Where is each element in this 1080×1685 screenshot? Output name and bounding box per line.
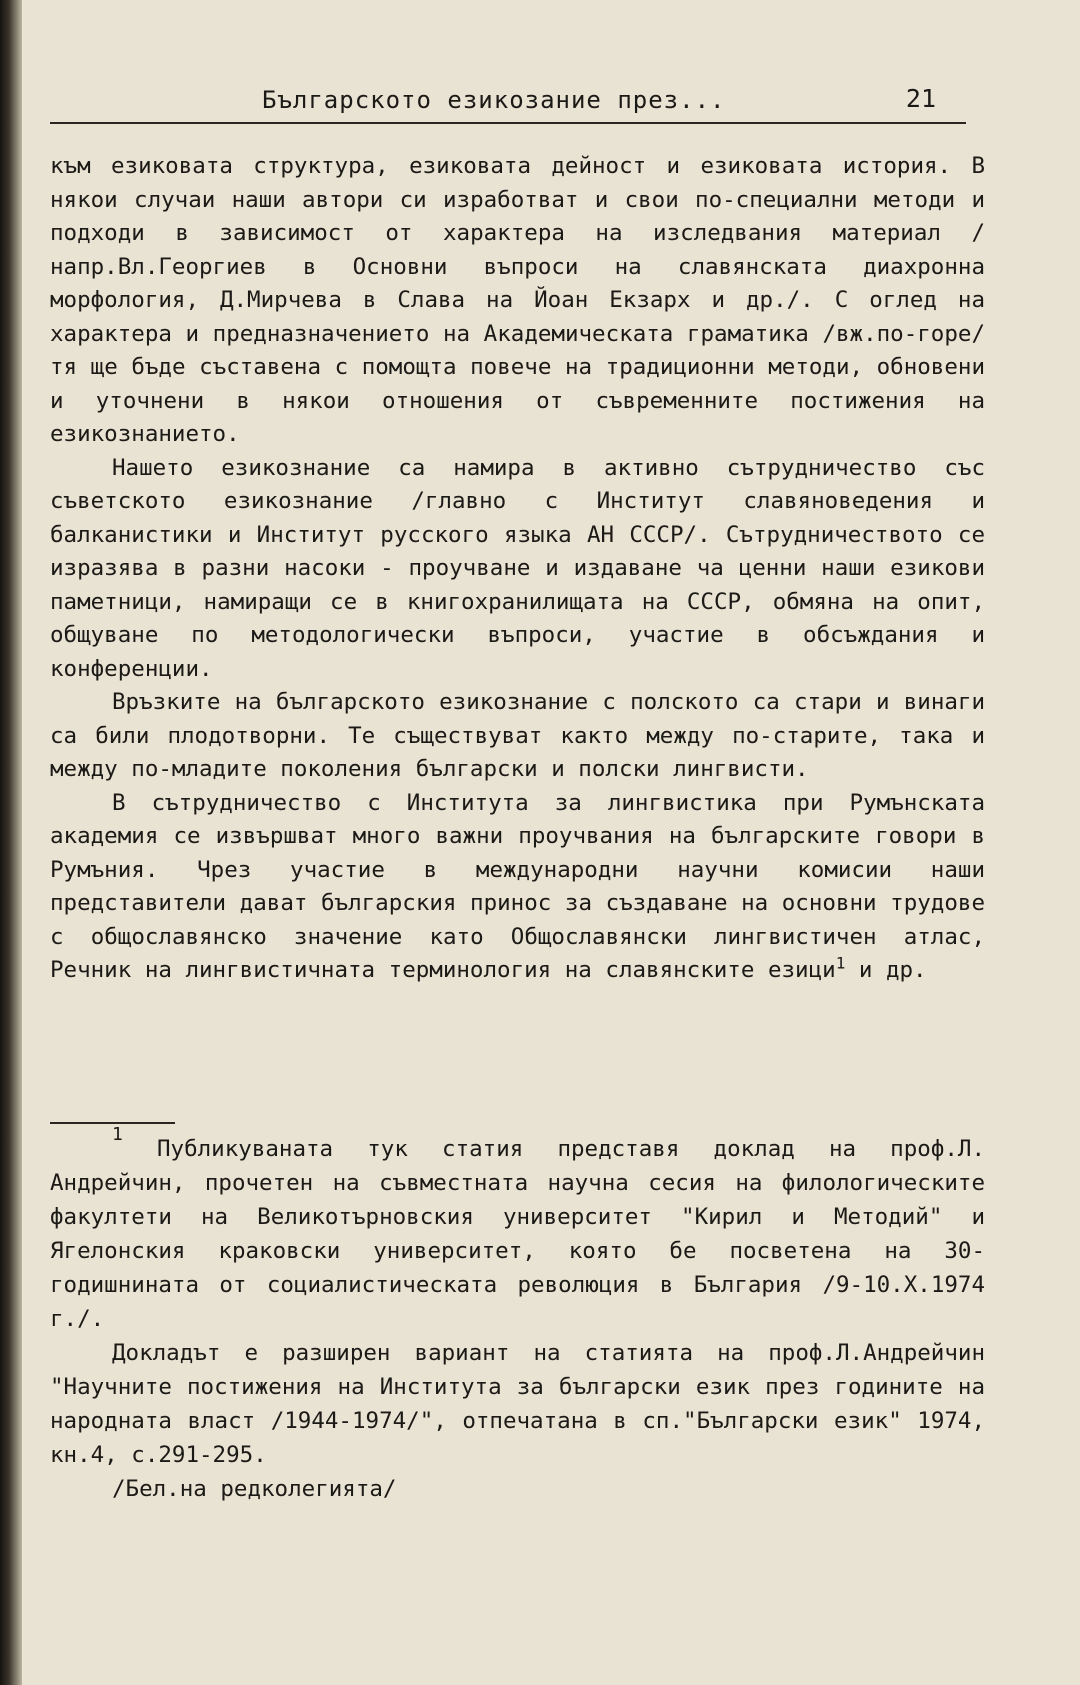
footnote-paragraph-1 [50, 1124, 986, 1336]
paragraph-1: към езиковата структура, езиковата дейност и езиковата история. В някои случаи наши автори си изработват и свои по-специални методи и подходи в зависимост от характера на изследвания материал /напр.Вл.Георгиев в Основни въпроси на славянската диахронна морфология, Д.Мирчева в Слава на Йоан Екзарх и др./. С оглед на характера и предназначението на Академическата граматика /вж.по-горе/ тя ще бъде съставена с помощта повече на традиционни методи, обновени и уточнени в някои отношения от съвременните постижения на езикознанието. [50, 153, 985, 447]
footnote-paragraph-2: Докладът е разширен вариант на статията на проф.Л.Андрейчин "Научните постижения на Института за български език през годините на народната власт /1944-1974/", отпечатана в сп."Български език" 1974, кн.4, с.291-295. [50, 1340, 985, 1468]
paragraph-3: Връзките на българското езикознание с полското са стари и винаги са били плодотворни. Те съществуват както между по-старите, така и между по-младите поколения български и полски лингвисти. [50, 689, 985, 782]
footnote [50, 1124, 986, 1506]
running-title: Българското езикозание през... [262, 86, 726, 114]
paragraph-4-end: и др. [845, 957, 927, 983]
paragraph-4-text: В сътрудничество с Института за лингвистика при Румънската академия се извършват много важни проучвания на българските говори в Румъния. Чрез участие в международни научни комисии наши представители дават българския принос за създаване на основни трудове с общославянско значение като Общославянски лингвистичен атлас, Речник на лингвистичната терминология на славянските езици [50, 789, 985, 983]
page-binding-edge [0, 0, 22, 1685]
footnote-mark: 1 [112, 1124, 123, 1145]
page-number: 21 [905, 84, 936, 113]
paragraph-2: Нашето езикознание са намира в активно сътрудничество със съветското езикознание /главно с Институт славяноведения и балканистики и Институт русского языка АН СССР/. Сътрудничеството се изразява в разни насоки - проучване и издаване ча ценни наши езикови паметници, намиращи се в книгохранилищата на СССР, обмяна на опит, общуване по методологически въпроси, участие в обсъждания и конференции. [50, 454, 985, 682]
paragraph-4 [50, 787, 985, 988]
running-header [50, 82, 966, 124]
footnote-reference[interactable]: 1 [835, 953, 846, 973]
footnote-text-1: Публикуваната тук статия представя доклад на проф.Л. Андрейчин, прочетен на съвместната научна сесия на филологическите факултети на Великотърновския университет "Кирил и Методий" и Ягелонския краковски университет, която бе посветена на 30-годишнината от социалистическата революция в България /9-10.Х.1974 г./. [50, 1136, 986, 1332]
main-text [50, 150, 985, 988]
editorial-signature: /Бел.на редколегията/ [112, 1476, 397, 1502]
